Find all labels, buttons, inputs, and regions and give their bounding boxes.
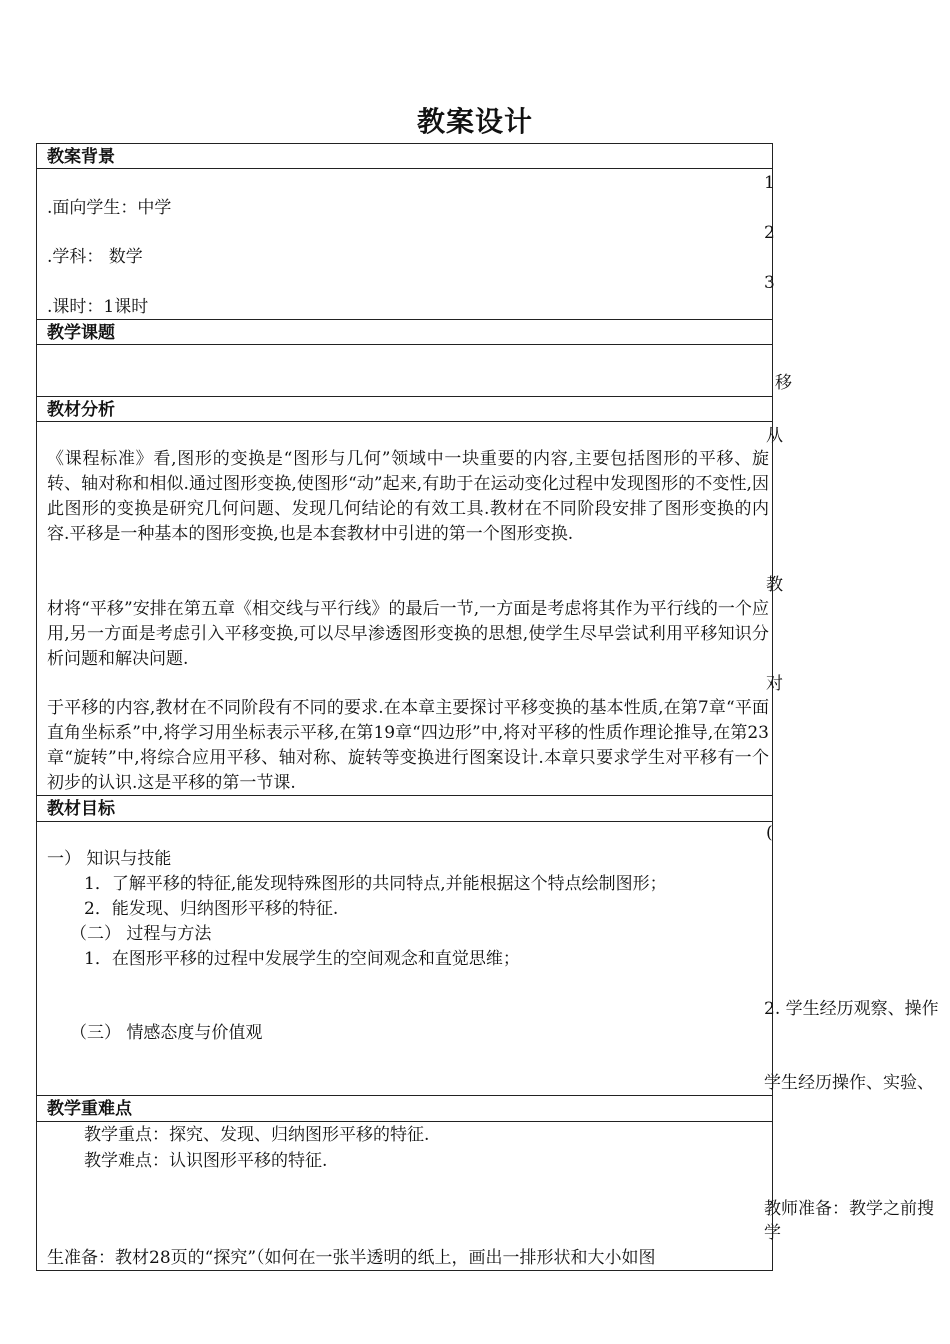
margin-number: 1 [764,173,775,193]
row-divider [36,821,773,822]
margin-overflow-text: 学生经历操作、实验、 [764,1073,934,1093]
subject-line: .学科： 数学 [47,247,143,267]
goals-section-process: （二） 过程与方法 [70,924,212,944]
margin-char: 学 [764,1223,781,1243]
goals-section-attitude: （三） 情感态度与价值观 [70,1023,263,1043]
goals-section-knowledge: 一） 知识与技能 [47,849,172,869]
row-divider [36,396,773,397]
goals-item: 2．能发现、归纳图形平移的特征. [84,899,339,919]
margin-char: 从 [766,426,783,446]
margin-char: 移 [775,373,792,393]
margin-overflow-text: 2. 学生经历观察、操作 [764,999,939,1019]
margin-overflow-text: 教师准备：教学之前搜 [764,1199,934,1219]
student-prep-line: 生准备：教材28页的“探究”（如何在一张半透明的纸上，画出一排形状和大小如图 [47,1248,656,1268]
analysis-paragraph-2: 材将“平移”安排在第五章《相交线与平行线》的最后一节,一方面是考虑将其作为平行线的一个应用,另一方面是考虑引入平移变换,可以尽早渗透图形变换的思想,使学生尽早尝试利用平移知识分析问题和解决问题. [47,599,769,669]
margin-number: 3 [764,273,775,293]
background-header: 教案背景 [47,147,115,167]
topic-header: 教学课题 [47,323,115,343]
margin-char: 教 [766,575,783,595]
keypoints-header: 教学重难点 [47,1099,132,1119]
margin-number: 2 [764,223,775,243]
row-divider [36,168,773,169]
row-divider [36,1121,773,1122]
margin-char: 对 [766,674,783,694]
margin-char: ( [766,823,773,843]
analysis-paragraph-3: 于平移的内容,教材在不同阶段有不同的要求.在本章主要探讨平移变换的基本性质,在第7章“平面直角坐标系”中,将学习用坐标表示平移,在第19章“四边形”中,将对平移的性质作理论推导,在第23章“旋转”中,将综合应用平移、轴对称、旋转等变换进行图案设计.本章只要求学生对平移有一个初步的认识.这是平移的第一节课. [47,698,769,793]
teaching-difficulty: 教学难点：认识图形平移的特征. [84,1151,328,1171]
row-divider [36,421,773,422]
row-divider [36,1095,773,1096]
analysis-header: 教材分析 [47,400,115,420]
row-divider [36,344,773,345]
teaching-focus: 教学重点：探究、发现、归纳图形平移的特征. [84,1125,430,1145]
audience-line: .面向学生：中学 [47,198,172,218]
goals-header: 教材目标 [47,799,115,819]
row-divider [36,319,773,320]
document-title: 教案设计 [416,105,533,138]
goals-item: 1．在图形平移的过程中发展学生的空间观念和直觉思维； [84,949,520,969]
duration-line: .课时：1课时 [47,297,149,317]
goals-item: 1．了解平移的特征,能发现特殊图形的共同特点,并能根据这个特点绘制图形； [84,874,667,894]
analysis-paragraph-1: 《课程标准》看,图形的变换是“图形与几何”领域中一块重要的内容,主要包括图形的平移、旋转、轴对称和相似.通过图形变换,使图形“动”起来,有助于在运动变化过程中发现图形的不变性,因此图形的变换是研究几何问题、发现几何结论的有效工具.教材在不同阶段安排了图形变换的内容.平移是一种基本的图形变换,也是本套教材中引进的第一个图形变换. [47,449,769,544]
